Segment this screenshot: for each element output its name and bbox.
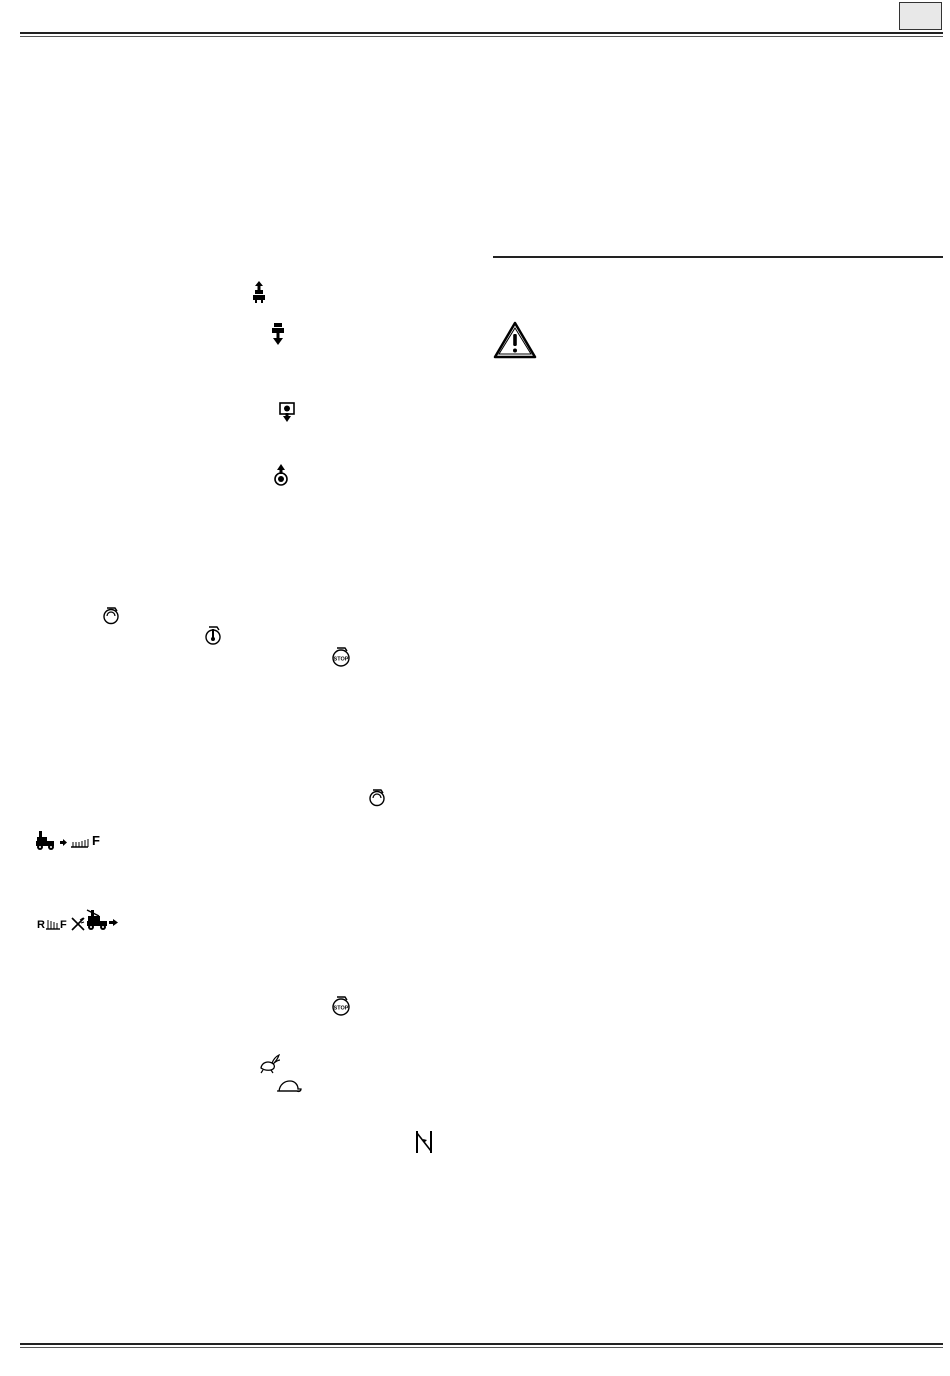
- ignition-off-icon: [102, 605, 120, 625]
- float-down-icon: [279, 402, 295, 422]
- mower-forward-icon: [36, 831, 90, 851]
- raise-icon: [252, 281, 266, 303]
- stop-label: STOP: [333, 1005, 349, 1012]
- stop-icon: [331, 645, 351, 667]
- header-rule-thin: [20, 36, 943, 37]
- float-up-icon: [273, 464, 289, 486]
- stop-icon: [331, 994, 351, 1016]
- language-tab: [899, 2, 942, 30]
- section-rule: [493, 256, 943, 258]
- warning-triangle-icon: [493, 320, 537, 360]
- footer-rule-thick: [20, 1343, 943, 1345]
- ignition-off-icon: [368, 787, 386, 807]
- lower-icon: [271, 323, 285, 345]
- neutral-icon: [415, 1130, 437, 1154]
- tortoise-slow-icon: [276, 1080, 302, 1094]
- reverse-forward-letter: F: [60, 919, 67, 931]
- mower-reverse-crossed-icon: [71, 908, 121, 932]
- footer-rule-thin: [20, 1347, 943, 1348]
- forward-letter: F: [92, 833, 100, 848]
- stop-label: STOP: [333, 656, 349, 663]
- ignition-key-icon: [204, 624, 222, 646]
- reverse-letter: R: [37, 919, 45, 931]
- grass-icon: [46, 916, 60, 930]
- header-rule-thick: [20, 32, 943, 34]
- rabbit-fast-icon: [259, 1054, 281, 1074]
